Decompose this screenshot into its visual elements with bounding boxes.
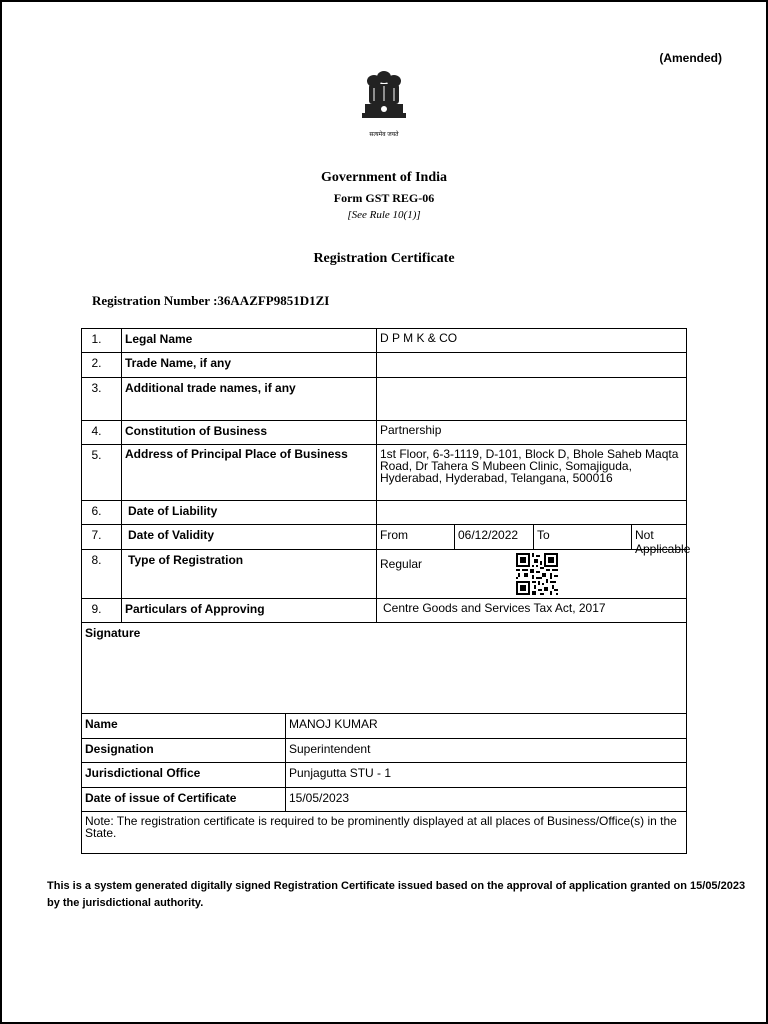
row-label: Address of Principal Place of Business [122,445,377,500]
table-row [82,550,686,599]
table-row [82,763,686,788]
row-number: 9. [82,599,122,622]
amended-label: (Amended) [659,51,722,65]
table-row [82,739,686,763]
signature-label: Signature [85,626,141,640]
note-row [82,812,686,853]
row-value: Centre Goods and Services Tax Act, 2017 [383,601,606,615]
row-label: Date of Liability [122,501,377,524]
national-emblem-icon [356,68,412,128]
officer-label: Jurisdictional Office [82,763,286,787]
row-number: 5. [82,445,122,500]
table-row [82,599,686,623]
row-label: Particulars of Approving [122,599,377,622]
validity-to-label: To [534,525,632,549]
row-label: Trade Name, if any [122,353,377,377]
validity-from-label: From [377,525,455,549]
row-number: 1. [82,329,122,352]
row-label: Type of Registration [122,550,377,598]
table-row [82,329,686,353]
table-row [82,421,686,445]
row-value [377,501,686,524]
note-text: Note: The registration certificate is required to be prominently displayed at all places of Business/Office(s) in the State. [85,814,677,840]
government-title: Government of India [321,170,447,185]
table-row [82,378,686,421]
table-row [82,445,686,501]
validity-to-value: Not Applicable [635,528,691,556]
certificate-title: Registration Certificate [313,251,455,266]
officer-label: Date of issue of Certificate [82,788,286,811]
registration-number-label: Registration Number : [92,293,218,308]
validity-from-value: 06/12/2022 [455,525,534,549]
rule-reference: [See Rule 10(1)] [347,209,421,221]
form-title: Form GST REG-06 [333,191,435,205]
officer-label: Name [82,714,286,738]
row-value [377,353,686,377]
officer-label: Designation [82,739,286,762]
row-number: 4. [82,421,122,444]
officer-value: Punjagutta STU - 1 [289,766,392,780]
table-row [82,525,691,556]
officer-value: 15/05/2023 [289,791,350,805]
row-value: Regular [380,557,423,571]
row-number: 2. [82,353,122,377]
registration-number-value: 36AAZFP9851D1ZI [217,293,330,308]
row-value [377,378,686,420]
row-value: D P M K & CO [380,331,458,345]
table-row [82,353,686,378]
row-value: 1st Floor, 6-3-1119, D-101, Block D, Bhole Saheb Maqta Road, Dr Tahera S Mubeen Clinic, Somajiguda, Hyderabad, Hyderabad, Telangana, 500016 [380,447,679,485]
certificate-table [81,328,691,854]
table-row [82,788,686,812]
emblem-motto: सत्यमेव जयते [369,132,399,138]
officer-value: Superintendent [289,742,371,756]
row-number: 3. [82,378,122,420]
signature-row [82,623,686,714]
row-number: 7. [82,525,122,549]
registration-number [92,293,329,309]
row-label: Date of Validity [122,525,377,549]
row-value: Partnership [380,423,442,437]
row-label: Additional trade names, if any [122,378,377,420]
table-row [82,714,686,739]
officer-value: MANOJ KUMAR [289,717,378,731]
row-label: Constitution of Business [122,421,377,444]
qr-code-icon [516,553,558,595]
row-number: 8. [82,550,122,598]
row-label: Legal Name [122,329,377,352]
table-row [82,501,686,525]
footer-statement: This is a system generated digitally signed Registration Certificate issued based on the approval of application granted on 15/05/2023 by the jurisdictional authority. [47,880,746,909]
row-number: 6. [82,501,122,524]
